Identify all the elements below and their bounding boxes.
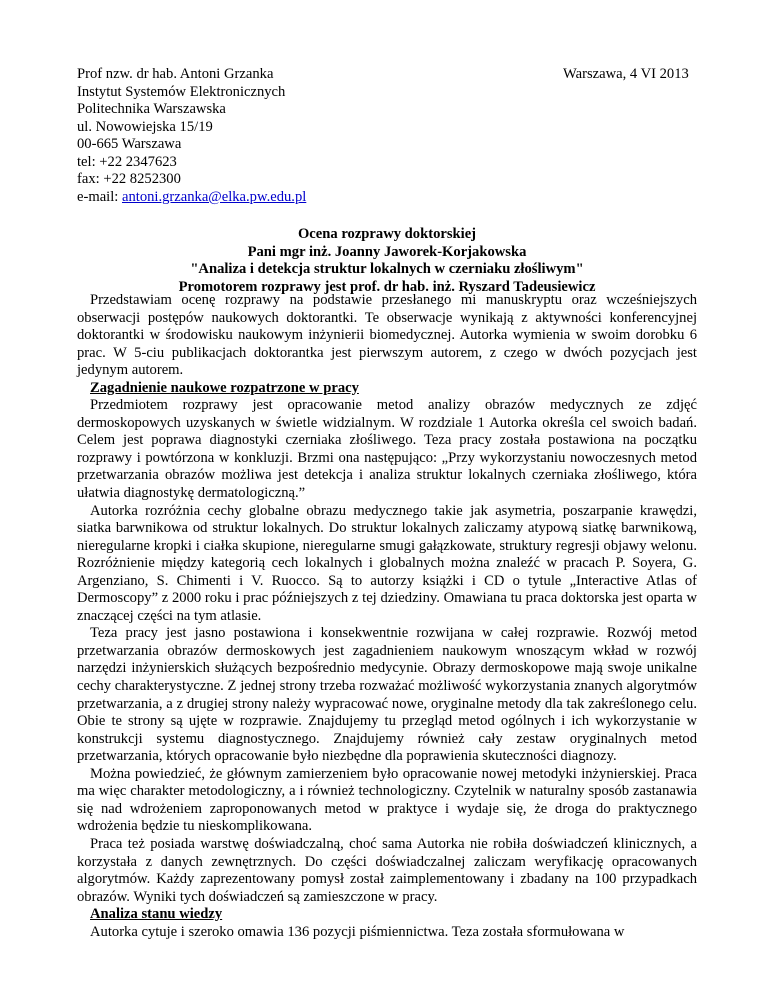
paragraph-subject: Przedmiotem rozprawy jest opracowanie metod analizy obrazów medycznych ze zdjęć dermoskopowych uzyskanych w świetle widzialnym. W rozdziale 1 Autorka określa cel swoich badań. Celem jest poprawa diagnostyki czerniaka złośliwego. Teza pracy została postawiona na początku rozprawy i powtórzona w konkluzji. Brzmi ona następująco: „Przy wykorzystaniu nowoczesnych metod przetwarzania obrazów możliwa jest detekcja i analiza struktur lokalnych czerniaka złośliwego, która ułatwia diagnostykę dermatologiczną.” [77,397,697,502]
title-line-review: Ocena rozprawy doktorskiej [297,226,477,242]
section-heading-problem: Zagadnienie naukowe rozpatrzone w pracy [90,379,359,396]
sender-address-block [77,66,477,206]
sender-email-line [77,189,477,207]
sender-institute: Instytut Systemów Elektronicznych [77,83,286,100]
title-line-thesis: "Analiza i detekcja struktur lokalnych w czerniaku złośliwym" [190,261,584,278]
email-label: e-mail: [77,188,122,205]
section-heading-state-of-knowledge: Analiza stanu wiedzy [90,906,223,923]
document-title-block [77,226,697,296]
paragraph-thesis: Teza pracy jest jasno postawiona i konsekwentnie rozwijana w całej rozprawie. Rozwój metod przetwarzania obrazów dermoskowych jest zagadnieniem naukowym wnoszącym wkład w rozwój narzędzi inżynierskich służących bezpośrednio medycynie. Obrazy dermoskopowe mają swoje unikalne cechy charakterystyczne. Z jednej strony trzeba rozważać możliwość wykorzystania znanych algorytmów przetwarzania, a z drugiej strony należy wypracować nowe, oryginalne metody dla tak zakreślonego celu. Obie te strony są ujęte w rozprawie. Znajdujemy tu przegląd metod ogólnych i ich wykorzystanie w konstrukcji systemu diagnostycznego. Znajdujemy również cały zestaw oryginalnych metod przetwarzania, których opracowanie było niezbędne dla poprawienia skuteczności diagnozy. [77,625,697,765]
sender-city: 00-665 Warszawa [77,136,182,153]
title-line-candidate: Pani mgr inż. Joanny Jaworek-Korjakowska [247,243,527,260]
letter-date: Warszawa, 4 VI 2013 [563,66,689,82]
sender-university: Politechnika Warszawska [77,101,226,118]
sender-phone: tel: +22 2347623 [77,153,177,170]
paragraph-methodology: Można powiedzieć, że głównym zamierzeniem było opracowanie nowej metodyki inżynierskiej. Praca ma więc charakter metodologiczny, a i również technologiczny. Czytelnik w naturalny sposób zastanawia się nad wdrożeniem zaproponowanych metod w praktyce i wydaje się, że droga do praktycznego wdrożenia będzie tu nieskomplikowana. [77,765,697,835]
paragraph-references: Autorka cytuje i szeroko omawia 136 pozycji piśmiennictwa. Teza została sformułowana w [90,923,625,940]
sender-fax: fax: +22 8252300 [77,171,181,188]
email-link[interactable]: antoni.grzanka@elka.pw.edu.pl [121,188,307,205]
document-body [77,292,697,941]
sender-name: Prof nzw. dr hab. Antoni Grzanka [77,66,274,82]
paragraph-features: Autorka rozróżnia cechy globalne obrazu medycznego takie jak asymetria, poszarpanie krawędzi, siatka barwnikowa od struktur lokalnych. Do struktur lokalnych zaliczamy atypową siatkę barwnikową, nieregularne kropki i ciałka skupione, nieregularne smugi gałązkowate, struktury regresji objawy welonu. Rozróżnienie między kategorią cech lokalnych i globalnych można znaleźć w pracach P. Soyera, G. Argenziano, S. Chimenti i V. Ruocco. Są to autorzy książki i CD o tytule „Interactive Atlas of Dermoscopy” z 2000 roku i prac późniejszych z tej dziedziny. Omawiana tu praca doktorska jest oparta w znaczącej części na tym atlasie. [77,502,697,624]
title-line-supervisor: Promotorem rozprawy jest prof. dr hab. inż. Ryszard Tadeusiewicz [178,278,596,295]
paragraph-experimental: Praca też posiada warstwę doświadczalną, choć sama Autorka nie robiła doświadczeń klinicznych, a korzystała z danych zewnętrznych. Do części doświadczalnej zaliczam weryfikację opracowanych algorytmów. Każdy zaprezentowany pomysł został zaimplementowany i zbadany na 100 przypadkach obrazów. Wyniki tych doświadczeń są zamieszczone w pracy. [77,835,697,905]
sender-street: ul. Nowowiejska 15/19 [77,118,213,135]
paragraph-intro: Przedstawiam ocenę rozprawy na podstawie przesłanego mi manuskryptu oraz wcześniejszych obserwacji postępów naukowych doktorantki. Te obserwacje wynikają z aktywności konferencyjnej doktorantki w środowisku naukowym inżynierii biomedycznej. Autorka wymienia w swoim dorobku 6 prac. W 5-ciu publikacjach doktorantka jest pierwszym autorem, z czego w dwóch pozycjach jest jedynym autorem. [77,292,697,379]
